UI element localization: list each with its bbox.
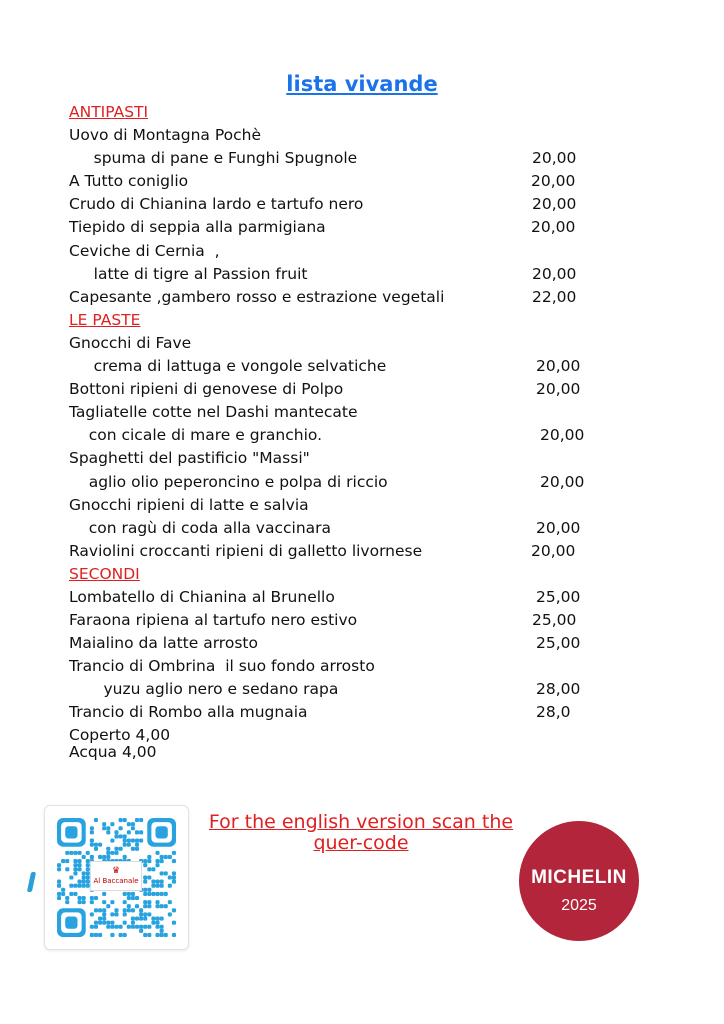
dish-price: 20,00 [536,518,581,537]
menu-item [69,355,669,378]
michelin-brand: MICHELIN [531,867,627,888]
dish-name: Faraona ripiena al tartufo nero estivo [69,611,358,630]
dish-name: Gnocchi di Fave [69,333,192,352]
dish-price: 20,00 [536,380,581,399]
menu-item [69,678,669,701]
michelin-badge [519,821,639,941]
dish-price: 25,00 [536,634,581,653]
dish-name: latte di tigre al Passion fruit [69,264,308,283]
dish-name: con cicale di mare e granchio. [69,426,323,445]
menu-item [69,147,669,170]
qr-logo [90,861,142,891]
menu-item [69,447,669,470]
extras [69,727,170,761]
dish-price: 20,00 [531,541,576,560]
dish-name: Crudo di Chianina lardo e tartufo nero [69,195,364,214]
menu-item [69,286,669,309]
qr-code-card[interactable] [44,805,189,950]
dish-price: 20,00 [531,218,576,237]
dish-name: con ragù di coda alla vaccinara [69,518,332,537]
dish-name: crema di lattuga e vongole selvatiche [69,357,387,376]
dish-price: 20,00 [531,172,576,191]
menu-item [69,424,669,447]
dish-name: Tagliatelle cotte nel Dashi mantecate [69,403,358,422]
decorative-mark [27,872,36,892]
page-title: lista vivande [286,72,438,96]
section-heading [69,309,669,332]
dish-price: 25,00 [536,587,581,606]
english-version-link[interactable]: For the english version scan the quer-code [208,811,514,854]
dish-price: 22,00 [532,287,577,306]
menu-item [69,701,669,724]
dish-price: 20,00 [532,149,577,168]
menu-item [69,517,669,540]
menu-item [69,216,669,239]
section-title: SECONDI [69,564,140,583]
section-title: ANTIPASTI [69,103,149,121]
dish-name: spuma di pane e Funghi Spugnole [69,149,358,168]
dish-name: Tiepido di seppia alla parmigiana [69,218,326,237]
dish-name: yuzu aglio nero e sedano rapa [69,680,339,699]
menu-item [69,263,669,286]
menu-item [69,586,669,609]
menu-item [69,655,669,678]
menu-item [69,401,669,424]
dish-price: 20,00 [536,357,581,376]
menu-item [69,170,669,193]
menu-item [69,471,669,494]
dish-price: 20,00 [540,426,585,445]
dish-name: Ceviche di Cernia , [69,241,220,260]
dish-name: Capesante ,gambero rosso e estrazione vegetali [69,287,445,306]
section-title: LE PASTE [69,310,141,329]
section-heading [69,563,669,586]
menu-item [69,632,669,655]
dish-name: A Tutto coniglio [69,172,189,191]
dish-price: 28,0 [536,703,571,722]
dish-name: Uovo di Montagna Pochè [69,126,261,145]
menu-item [69,540,669,563]
coperto-line: Coperto 4,00 [69,726,171,744]
dish-price: 28,00 [536,680,581,699]
menu-item [69,193,669,216]
dish-name: Spaghetti del pastificio "Massi" [69,449,310,468]
dish-price: 25,00 [532,611,577,630]
dish-name: Bottoni ripieni di genovese di Polpo [69,380,344,399]
menu-item [69,494,669,517]
dish-name: aglio olio peperoncino e polpa di riccio [69,472,388,491]
dish-name: Trancio di Ombrina il suo fondo arrosto [69,657,375,676]
dish-price: 20,00 [532,264,577,283]
michelin-year: 2025 [561,897,597,914]
dish-name: Gnocchi ripieni di latte e salvia [69,495,309,514]
dish-price: 20,00 [540,472,585,491]
dish-name: Raviolini croccanti ripieni di galletto livornese [69,541,423,560]
qr-logo-text: Al Baccanale [93,877,139,885]
menu-item [69,378,669,401]
menu-item [69,332,669,355]
section-heading [69,101,669,124]
dish-name: Lombatello di Chianina al Brunello [69,587,335,606]
dish-name: Trancio di Rombo alla mugnaia [69,703,308,722]
logo-mark-icon: ♛ [111,866,121,876]
menu-item [69,240,669,263]
menu-list [69,101,669,725]
dish-price: 20,00 [532,195,577,214]
dish-name: Maialino da latte arrosto [69,634,258,653]
menu-item [69,609,669,632]
acqua-line: Acqua 4,00 [69,743,157,761]
menu-item [69,124,669,147]
